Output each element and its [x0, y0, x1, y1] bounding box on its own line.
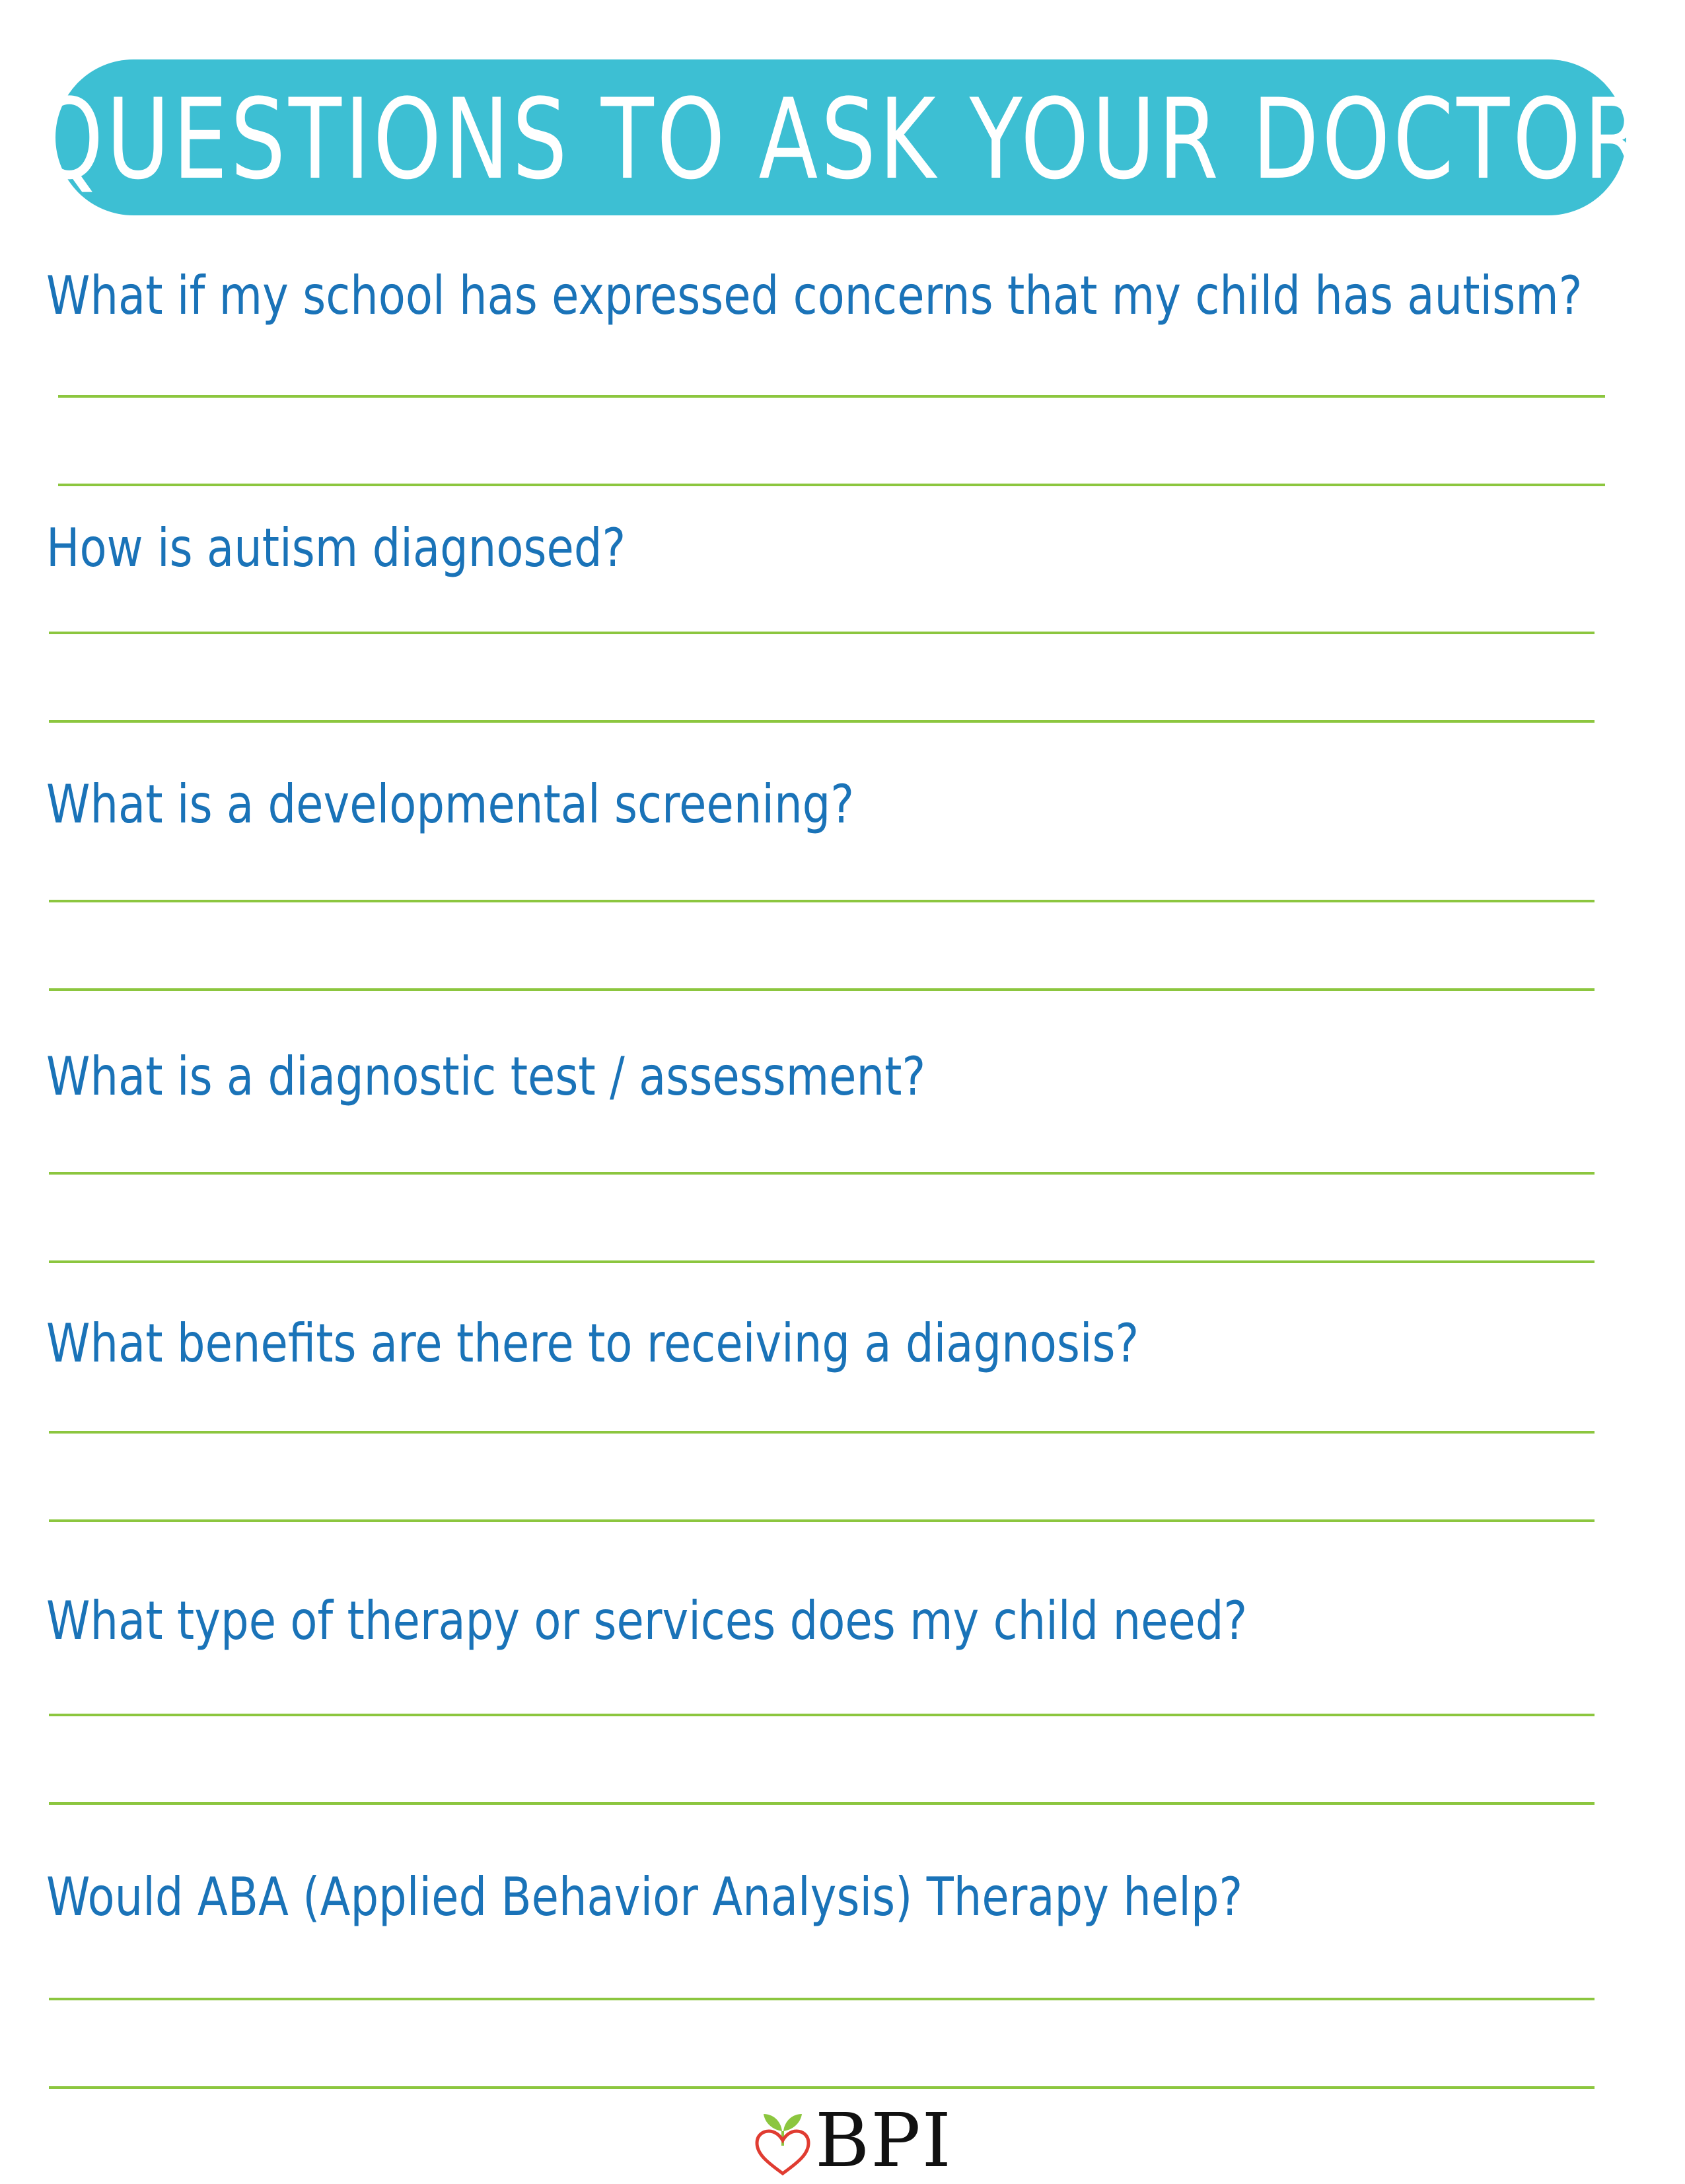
answer-line[interactable]: [49, 900, 1595, 902]
answer-line[interactable]: [49, 1802, 1595, 1805]
page-title: QUESTIONS TO ASK YOUR DOCTOR: [34, 75, 1647, 204]
answer-line[interactable]: [49, 1714, 1595, 1716]
question-6: What type of therapy or services does my child need?: [46, 1590, 1248, 1652]
question-7: Would ABA (Applied Behavior Analysis) Therapy help?: [46, 1866, 1243, 1928]
answer-line[interactable]: [58, 395, 1605, 398]
answer-line[interactable]: [49, 720, 1595, 723]
answer-line[interactable]: [49, 1431, 1595, 1434]
answer-line[interactable]: [49, 632, 1595, 634]
answer-line[interactable]: [49, 1519, 1595, 1522]
question-2: How is autism diagnosed?: [46, 517, 626, 579]
heart-sprout-icon: [753, 2105, 812, 2177]
answer-line[interactable]: [58, 484, 1605, 486]
question-1: What if my school has expressed concerns that my child has autism?: [46, 265, 1583, 326]
answer-line[interactable]: [49, 988, 1595, 991]
answer-line[interactable]: [49, 1260, 1595, 1263]
answer-line[interactable]: [49, 1172, 1595, 1175]
title-banner: [34, 59, 1647, 215]
answer-line[interactable]: [49, 1998, 1595, 2000]
question-3: What is a developmental screening?: [46, 774, 854, 835]
logo-text: BPI: [815, 2098, 952, 2184]
question-4: What is a diagnostic test / assessment?: [46, 1046, 926, 1107]
answer-line[interactable]: [49, 2086, 1595, 2089]
bpi-logo: [753, 2098, 952, 2184]
question-5: What benefits are there to receiving a diagnosis?: [46, 1313, 1139, 1374]
